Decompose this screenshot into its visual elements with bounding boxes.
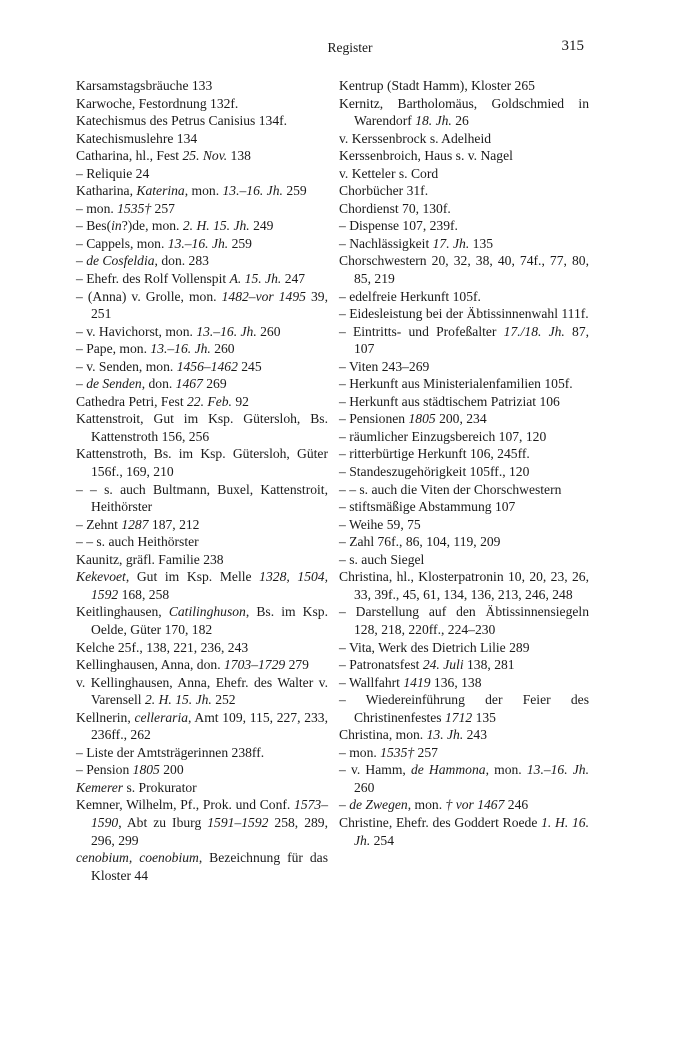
running-head bbox=[0, 40, 700, 60]
index-entry: – – s. auch Bultmann, Buxel, Kattenstroit, Heithörster bbox=[76, 481, 328, 515]
index-entry: Catharina, hl., Fest 25. Nov. 138 bbox=[76, 148, 251, 164]
index-entry: – Darstellung auf den Äbtissinnensiegeln 128, 218, 220ff., 224–230 bbox=[339, 604, 589, 637]
index-entry: – ritterbürtige Herkunft 106, 245ff. bbox=[339, 446, 530, 462]
index-entry: – Weihe 59, 75 bbox=[339, 516, 421, 532]
index-entry: Karsamstagsbräuche 133 bbox=[76, 78, 213, 93]
index-entry: Katharina, Katerina, mon. 13.–16. Jh. 259 bbox=[76, 183, 307, 199]
running-head-title: Register bbox=[327, 40, 373, 55]
index-entry: Katechismus des Petrus Canisius 134f. bbox=[76, 113, 288, 129]
index-entry: – de Zwegen, mon. † vor 1467 246 bbox=[339, 797, 529, 813]
index-entry: – mon. 1535† 257 bbox=[76, 200, 175, 216]
index-entry: – Vita, Werk des Dietrich Lilie 289 bbox=[339, 639, 530, 655]
index-entry: – Herkunft aus Ministerialenfamilien 105f. bbox=[339, 376, 573, 392]
index-entry: Keitlinghausen, Catilinghuson, Bs. im Ksp. Oelde, Güter 170, 182 bbox=[76, 604, 328, 637]
index-entry: Kernitz, Bartholomäus, Goldschmied in Warendorf 18. Jh. 26 bbox=[339, 95, 589, 129]
index-entry: – Liste der Amtsträgerinnen 238ff. bbox=[76, 744, 265, 760]
index-entry: Kaunitz, gräfl. Familie 238 bbox=[76, 551, 224, 567]
index-entry: – stiftsmäßige Abstammung 107 bbox=[339, 499, 516, 515]
index-entry: – Pensionen 1805 200, 234 bbox=[339, 411, 487, 427]
page-number: 315 bbox=[561, 38, 584, 54]
index-entry: – s. auch Siegel bbox=[339, 551, 425, 567]
index-entry: Kekevoet, Gut im Ksp. Melle 1328, 1504, 1592 168, 258 bbox=[76, 569, 328, 602]
index-entry: – Standeszugehörigkeit 105ff., 120 bbox=[339, 464, 530, 480]
index-entry: – Dispense 107, 239f. bbox=[339, 218, 458, 234]
index-entry: Christina, hl., Klosterpatronin 10, 20, 23, 26, 33, 39f., 45, 61, 134, 136, 213, 246, 248 bbox=[339, 569, 589, 602]
index-entry: – mon. 1535† 257 bbox=[339, 744, 438, 760]
index-entry: – v. Senden, mon. 1456–1462 245 bbox=[76, 358, 262, 374]
index-entry: – Nachlässigkeit 17. Jh. 135 bbox=[339, 235, 494, 251]
index-entry: – Reliquie 24 bbox=[76, 165, 150, 181]
index-entry: Kemerer s. Prokurator bbox=[76, 779, 197, 795]
index-entry: Cathedra Petri, Fest 22. Feb. 92 bbox=[76, 393, 249, 409]
index-entry: Katechismuslehre 134 bbox=[76, 130, 198, 146]
index-entry: v. Kerssenbrock s. Adelheid bbox=[339, 130, 492, 146]
index-entry: – Herkunft aus städtischem Patriziat 106 bbox=[339, 393, 560, 409]
index-entry: Kentrup (Stadt Hamm), Kloster 265 bbox=[339, 78, 535, 93]
index-entry: Karwoche, Festordnung 132f. bbox=[76, 95, 239, 111]
index-entry: Chordienst 70, 130f. bbox=[339, 200, 451, 216]
index-entry: – Zehnt 1287 187, 212 bbox=[76, 516, 200, 532]
index-entry: – Bes(in?)de, mon. 2. H. 15. Jh. 249 bbox=[76, 218, 274, 234]
index-entry: – Pension 1805 200 bbox=[76, 762, 184, 778]
index-entry: – Pape, mon. 13.–16. Jh. 260 bbox=[76, 341, 235, 357]
index-entry: – v. Hamm, de Hammona, mon. 13.–16. Jh. 260 bbox=[339, 762, 590, 795]
index-entry: – – s. auch Heithörster bbox=[76, 534, 199, 550]
index-entry: – Cappels, mon. 13.–16. Jh. 259 bbox=[76, 235, 252, 251]
index-entry: v. Kellinghausen, Anna, Ehefr. des Walter v. Varensell 2. H. 15. Jh. 252 bbox=[76, 674, 328, 708]
index-column-left bbox=[76, 77, 328, 884]
index-entry: Kemner, Wilhelm, Pf., Prok. und Conf. 1573–1590, Abt zu Iburg 1591–1592 258, 289, 296, 299 bbox=[76, 797, 328, 848]
index-entry: Kelche 25f., 138, 221, 236, 243 bbox=[76, 639, 249, 655]
index-entry: – Wiedereinführung der Feier des Christinenfestes 1712 135 bbox=[339, 692, 589, 725]
index-entry: – de Cosfeldia, don. 283 bbox=[76, 253, 209, 269]
index-entry: – – s. auch die Viten der Chorschwestern bbox=[339, 481, 562, 497]
index-entry: cenobium, coenobium, Bezeichnung für das Kloster 44 bbox=[76, 850, 328, 883]
index-entry: Christina, mon. 13. Jh. 243 bbox=[339, 727, 488, 743]
index-entry: Chorbücher 31f. bbox=[339, 183, 429, 199]
index-entry: Kattenstroth, Bs. im Ksp. Gütersloh, Güter 156f., 169, 210 bbox=[76, 446, 328, 480]
index-entry: v. Ketteler s. Cord bbox=[339, 165, 439, 181]
index-entry: Kellnerin, celleraria, Amt 109, 115, 227, 233, 236ff., 262 bbox=[76, 709, 328, 743]
index-entry: – edelfreie Herkunft 105f. bbox=[339, 288, 481, 304]
index-entry: – Ehefr. des Rolf Vollenspit A. 15. Jh. 247 bbox=[76, 271, 306, 287]
index-entry: – Zahl 76f., 86, 104, 119, 209 bbox=[339, 534, 501, 550]
index-entry: – räumlicher Einzugsbereich 107, 120 bbox=[339, 428, 547, 444]
index-entry: – Wallfahrt 1419 136, 138 bbox=[339, 674, 482, 690]
index-entry: Kerssenbroich, Haus s. v. Nagel bbox=[339, 148, 513, 164]
index-entry: – Eidesleistung bei der Äbtissinnenwahl 111f. bbox=[339, 306, 589, 322]
index-entry: – Eintritts- und Profeßalter 17./18. Jh. 87, 107 bbox=[339, 323, 590, 357]
index-entry: Christine, Ehefr. des Goddert Roede 1. H. 16. Jh. 254 bbox=[339, 814, 589, 848]
index-column-right bbox=[339, 77, 589, 849]
index-entry: – de Senden, don. 1467 269 bbox=[76, 376, 227, 392]
index-entry: – (Anna) v. Grolle, mon. 1482–vor 1495 39, 251 bbox=[76, 288, 329, 322]
index-entry: – v. Havichorst, mon. 13.–16. Jh. 260 bbox=[76, 323, 281, 339]
index-entry: – Viten 243–269 bbox=[339, 358, 430, 374]
index-entry: – Patronatsfest 24. Juli 138, 281 bbox=[339, 657, 515, 673]
index-entry: Kattenstroit, Gut im Ksp. Gütersloh, Bs. Kattenstroth 156, 256 bbox=[76, 411, 328, 444]
index-entry: Chorschwestern 20, 32, 38, 40, 74f., 77, 80, 85, 219 bbox=[339, 253, 589, 287]
index-entry: Kellinghausen, Anna, don. 1703–1729 279 bbox=[76, 657, 309, 673]
